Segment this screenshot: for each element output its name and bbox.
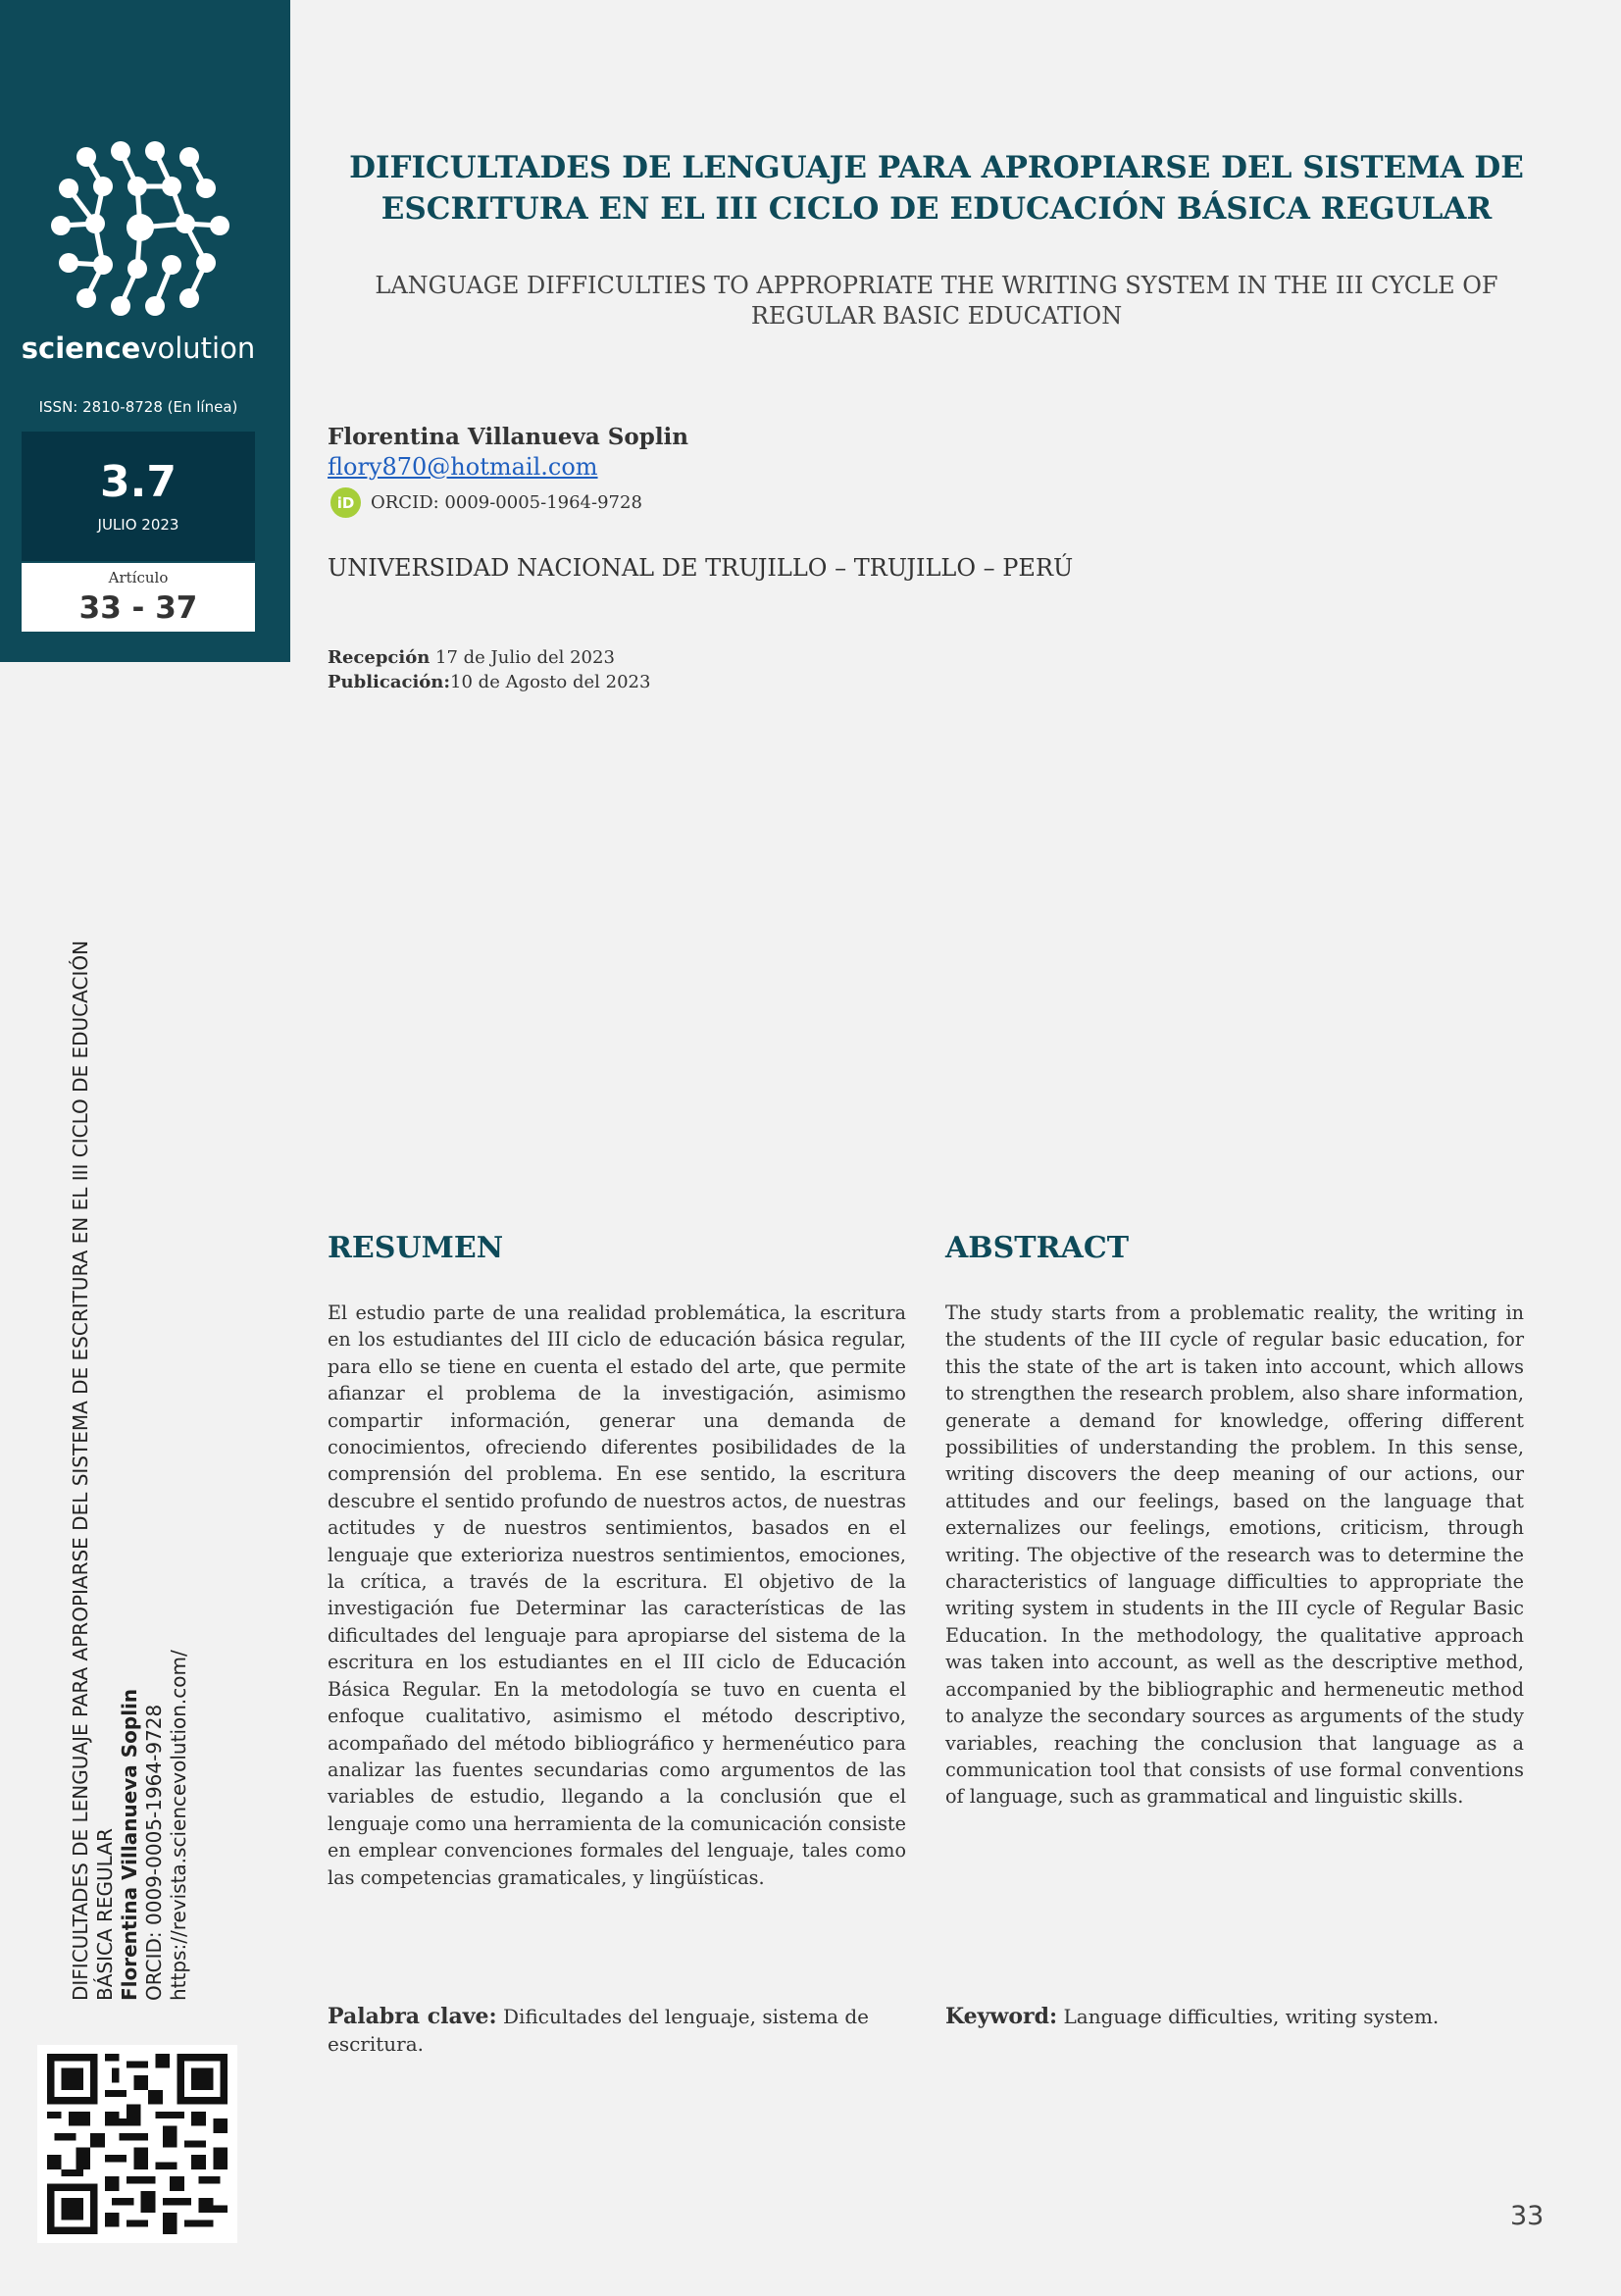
spine-author: Florentina Villanueva Soplin <box>118 1688 141 2001</box>
volume-date: JULIO 2023 <box>97 516 179 534</box>
spine-orcid: ORCID: 0009-0005-1964-9728 <box>142 1704 166 2001</box>
article-pages: 33 - 37 <box>78 590 198 626</box>
qr-code-icon <box>47 2054 228 2234</box>
article-dates <box>328 645 650 694</box>
resumen-section <box>328 1231 906 1889</box>
orcid-text: ORCID: 0009-0005-1964-9728 <box>371 492 642 513</box>
sciencevolution-logo-icon <box>47 137 233 324</box>
abstract-heading: ABSTRACT <box>945 1231 1130 1265</box>
author-affiliation: UNIVERSIDAD NACIONAL DE TRUJILLO – TRUJILLO – PERÚ <box>328 554 1074 582</box>
journal-sidebar <box>0 0 290 662</box>
resumen-text: El estudio parte de una realidad problemática, la escritura en los estudiantes del III ciclo de educación básica regular, para ello se tiene en cuenta el estado del arte, que permite afianzar el problema de la investigación, asimismo compartir información, generar una demanda de conocimientos, ofreciendo diferentes posibilidades de la comprensión del problema. En ese sentido, la escritura descubre el sentido profundo de nuestros actos, de nuestras actitudes y de nuestros sentimientos, basados en el lenguaje que exterioriza nuestros sentimientos, emociones, la crítica, a través de la escritura. El objetivo de la investigación fue Determinar las características de las dificultades del lenguaje para apropiarse del sistema de la escritura en los estudiantes en el III ciclo de Educación Básica Regular. En la metodología se tuvo en cuenta el enfoque cualitativo, asimismo el método descriptivo, acompañado del método bibliográfico y hermenéutico para analizar las fuentes secundarias como argumentos de las variables de estudio, llegando a la conclusión que el lenguaje como una herramienta de la comunicación consiste en emplear convenciones formales del lenguaje, tales como las competencias gramaticales, y lingüísticas. <box>328 1301 906 1889</box>
resumen-heading: RESUMEN <box>328 1231 504 1265</box>
issn: ISSN: 2810-8728 (En línea) <box>38 398 238 416</box>
spine-title-line2: BÁSICA REGULAR <box>93 1828 117 2001</box>
qr-code[interactable] <box>37 2045 237 2243</box>
article-title-en: LANGUAGE DIFFICULTIES TO APPROPRIATE THE WRITING SYSTEM IN THE III CYCLE OF REGULAR BASIC EDUCATION <box>375 272 1498 330</box>
author-orcid[interactable] <box>330 487 642 518</box>
article-label: Artículo <box>108 569 169 587</box>
reception-date: Recepción 17 de Julio del 2023 <box>328 647 615 668</box>
publication-date: Publicación:10 de Agosto del 2023 <box>328 672 651 692</box>
spine-title-line1: DIFICULTADES DE LENGUAJE PARA APROPIARSE DEL SISTEMA DE ESCRITURA EN EL III CICLO DE EDUCACIÓN <box>69 940 92 2001</box>
spine-text <box>69 804 191 2001</box>
spine-url[interactable]: https://revista.sciencevolution.com/ <box>167 1650 190 2001</box>
resumen-keywords: Palabra clave: Dificultades del lenguaje, sistema de escritura. <box>328 2004 869 2056</box>
abstract-section <box>945 1231 1524 1809</box>
volume-number: 3.7 <box>100 457 177 507</box>
article-box <box>22 563 255 632</box>
journal-brand: sciencevolution <box>21 332 256 365</box>
volume-box <box>22 432 255 561</box>
abstract-keywords: Keyword: Language difficulties, writing system. <box>945 2004 1440 2029</box>
article-title-es: DIFICULTADES DE LENGUAJE PARA APROPIARSE DEL SISTEMA DE ESCRITURA EN EL III CICLO DE EDUCACIÓN BÁSICA REGULAR <box>349 150 1524 227</box>
author-name: Florentina Villanueva Soplin <box>328 424 689 450</box>
abstract-text: The study starts from a problematic reality, the writing in the students of the III cycle of regular basic education, for this the state of the art is taken into account, which allows to strengthen the research problem, also share information, generate a demand for knowledge, offering different possibilities of understanding the problem. In this sense, writing discovers the deep meaning of our actions, our attitudes and our feelings, based on the language that externalizes our feelings, emotions, criticism, through writing. The objective of the research was to determine the characteristics of language difficulties to appropriate the writing system in students in the III cycle of Regular Basic Education. In the methodology, the qualitative approach was taken into account, as well as the descriptive method, accompanied by the bibliographic and hermeneutic method to analyze the secondary sources as arguments of the study variables, reaching the conclusion that language as a communication tool that consists of use formal conventions of language, such as grammatical and linguistic skills. <box>945 1301 1524 1809</box>
author-email-link[interactable]: flory870@hotmail.com <box>328 453 598 481</box>
page-number: 33 <box>1510 2201 1545 2231</box>
orcid-icon: iD <box>330 487 361 518</box>
